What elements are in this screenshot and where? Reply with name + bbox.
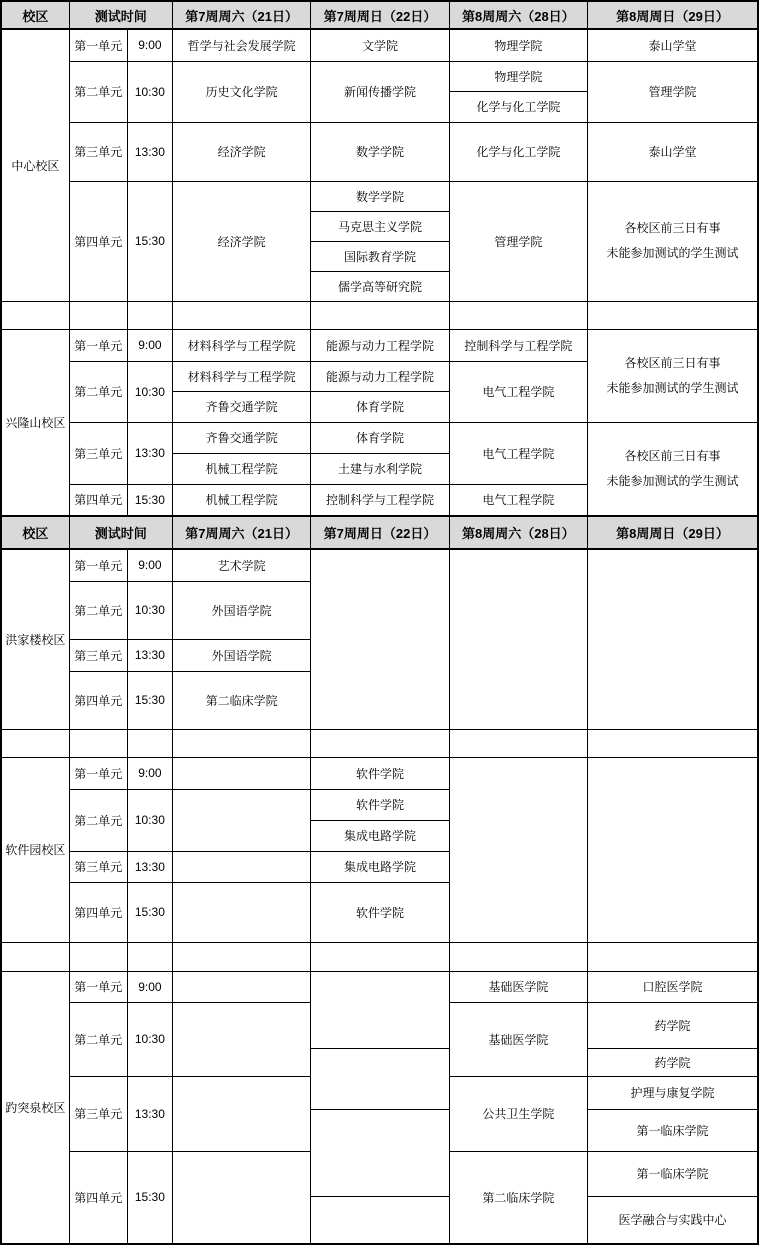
cell-c2-u3-d21b: 机械工程学院 xyxy=(172,453,310,484)
table-row xyxy=(1,757,758,789)
unit-label: 第四单元 xyxy=(69,484,127,516)
unit-label: 第二单元 xyxy=(69,61,127,122)
note-line: 未能参加测试的学生测试 xyxy=(606,380,739,395)
note-cell xyxy=(588,422,758,516)
empty-cell xyxy=(172,851,310,882)
spacer-cell xyxy=(69,942,127,971)
table-row xyxy=(1,29,758,61)
campus-name-c5: 趵突泉校区 xyxy=(1,971,69,1244)
note-line: 未能参加测试的学生测试 xyxy=(606,246,739,260)
empty-cell xyxy=(311,1048,449,1109)
note-line: 未能参加测试的学生测试 xyxy=(606,473,739,488)
cell-c1-u4-d22a: 数学学院 xyxy=(311,181,449,211)
cell-c2-u1-d28: 控制科学与工程学院 xyxy=(449,329,587,361)
cell-c5-u2-d28: 基础医学院 xyxy=(449,1002,587,1076)
header-row-2 xyxy=(1,516,758,549)
unit-label: 第三单元 xyxy=(69,851,127,882)
unit-label: 第一单元 xyxy=(69,971,127,1002)
header-day-29: 第8周周日（29日） xyxy=(588,1,758,29)
cell-c2-u4-d22: 控制科学与工程学院 xyxy=(311,484,449,516)
empty-cell xyxy=(172,1151,310,1244)
cell-c3-u3-d21: 外国语学院 xyxy=(172,639,310,671)
spacer-row xyxy=(1,942,758,971)
empty-cell xyxy=(311,549,449,729)
cell-c2-u2-d21b: 齐鲁交通学院 xyxy=(172,391,310,422)
spacer-cell xyxy=(588,301,758,329)
spacer-cell xyxy=(588,942,758,971)
spacer-cell xyxy=(311,942,449,971)
unit-label: 第二单元 xyxy=(69,789,127,851)
header-campus: 校区 xyxy=(1,516,69,549)
cell-c4-u3-d22: 集成电路学院 xyxy=(311,851,449,882)
table-row xyxy=(1,422,758,453)
spacer-row xyxy=(1,301,758,329)
spacer-cell xyxy=(127,301,172,329)
table-row xyxy=(1,971,758,1002)
cell-c2-u3-d22a: 体育学院 xyxy=(311,422,449,453)
note-cell xyxy=(588,329,758,422)
unit-label: 第三单元 xyxy=(69,1076,127,1151)
unit-label: 第四单元 xyxy=(69,1151,127,1244)
unit-label: 第二单元 xyxy=(69,1002,127,1076)
spacer-cell xyxy=(1,301,69,329)
cell-c2-u3-d21a: 齐鲁交通学院 xyxy=(172,422,310,453)
cell-c1-u1-d28: 物理学院 xyxy=(449,29,587,61)
unit-label: 第三单元 xyxy=(69,639,127,671)
cell-c2-u2-d21a: 材料科学与工程学院 xyxy=(172,361,310,391)
note-line: 各校区前三日有事 xyxy=(624,355,721,370)
note-cell xyxy=(588,181,758,301)
header-day-22: 第7周周日（22日） xyxy=(311,516,449,549)
time-label: 9:00 xyxy=(127,29,172,61)
unit-label: 第二单元 xyxy=(69,581,127,639)
cell-c1-u4-d22b: 马克思主义学院 xyxy=(311,211,449,241)
time-label: 15:30 xyxy=(127,882,172,942)
spacer-cell xyxy=(1,729,69,757)
cell-c5-u3-d29b: 第一临床学院 xyxy=(588,1109,758,1151)
time-label: 10:30 xyxy=(127,1002,172,1076)
time-label: 9:00 xyxy=(127,329,172,361)
time-label: 13:30 xyxy=(127,122,172,181)
table-row xyxy=(1,122,758,181)
note-line: 各校区前三日有事 xyxy=(624,448,721,463)
cell-c1-u4-d22d: 儒学高等研究院 xyxy=(311,271,449,301)
cell-c5-u4-d28: 第二临床学院 xyxy=(449,1151,587,1244)
cell-c1-u3-d21: 经济学院 xyxy=(172,122,310,181)
cell-c1-u2-d22: 新闻传播学院 xyxy=(311,61,449,122)
cell-c5-u2-d29b: 药学院 xyxy=(588,1048,758,1076)
unit-label: 第四单元 xyxy=(69,882,127,942)
table-row xyxy=(1,329,758,361)
time-label: 10:30 xyxy=(127,581,172,639)
unit-label: 第四单元 xyxy=(69,181,127,301)
cell-c4-u4-d22: 软件学院 xyxy=(311,882,449,942)
cell-c2-u2-d22a: 能源与动力工程学院 xyxy=(311,361,449,391)
time-label: 13:30 xyxy=(127,639,172,671)
empty-cell xyxy=(588,549,758,729)
header-campus: 校区 xyxy=(1,1,69,29)
cell-c1-u4-d22c: 国际教育学院 xyxy=(311,241,449,271)
table-row xyxy=(1,181,758,211)
spacer-cell xyxy=(449,729,587,757)
table-row xyxy=(1,61,758,91)
spacer-cell xyxy=(127,729,172,757)
empty-cell xyxy=(172,971,310,1002)
table-row xyxy=(1,549,758,581)
spacer-cell xyxy=(311,301,449,329)
cell-c4-u1-d22: 软件学院 xyxy=(311,757,449,789)
header-day-29: 第8周周日（29日） xyxy=(588,516,758,549)
time-label: 15:30 xyxy=(127,671,172,729)
cell-c1-u2-d28b: 化学与化工学院 xyxy=(449,91,587,122)
campus-name-c2: 兴隆山校区 xyxy=(1,329,69,516)
cell-c5-u3-d28: 公共卫生学院 xyxy=(449,1076,587,1151)
empty-cell xyxy=(311,971,449,1048)
empty-cell xyxy=(172,1076,310,1151)
cell-c4-u2-d22a: 软件学院 xyxy=(311,789,449,820)
empty-cell xyxy=(172,757,310,789)
cell-c1-u1-d21: 哲学与社会发展学院 xyxy=(172,29,310,61)
cell-c1-u1-d29: 泰山学堂 xyxy=(588,29,758,61)
time-label: 15:30 xyxy=(127,181,172,301)
cell-c5-u4-d29a: 第一临床学院 xyxy=(588,1151,758,1196)
cell-c1-u2-d29: 管理学院 xyxy=(588,61,758,122)
time-label: 10:30 xyxy=(127,361,172,422)
time-label: 15:30 xyxy=(127,484,172,516)
header-row-1 xyxy=(1,1,758,29)
unit-label: 第三单元 xyxy=(69,422,127,484)
cell-c1-u4-d28: 管理学院 xyxy=(449,181,587,301)
empty-cell xyxy=(172,1002,310,1076)
time-label: 10:30 xyxy=(127,789,172,851)
cell-c4-u2-d22b: 集成电路学院 xyxy=(311,820,449,851)
cell-c2-u2-d28: 电气工程学院 xyxy=(449,361,587,422)
time-label: 13:30 xyxy=(127,851,172,882)
cell-c2-u2-d22b: 体育学院 xyxy=(311,391,449,422)
unit-label: 第四单元 xyxy=(69,671,127,729)
time-label: 9:00 xyxy=(127,971,172,1002)
cell-c2-u4-d28: 电气工程学院 xyxy=(449,484,587,516)
header-day-22: 第7周周日（22日） xyxy=(311,1,449,29)
cell-c5-u4-d29b: 医学融合与实践中心 xyxy=(588,1196,758,1244)
spacer-cell xyxy=(1,942,69,971)
header-day-21: 第7周周六（21日） xyxy=(172,1,310,29)
header-day-28: 第8周周六（28日） xyxy=(449,1,587,29)
cell-c1-u1-d22: 文学院 xyxy=(311,29,449,61)
spacer-cell xyxy=(69,301,127,329)
spacer-cell xyxy=(172,301,310,329)
header-day-28: 第8周周六（28日） xyxy=(449,516,587,549)
unit-label: 第一单元 xyxy=(69,329,127,361)
empty-cell xyxy=(311,1196,449,1244)
spacer-cell xyxy=(127,942,172,971)
header-test-time: 测试时间 xyxy=(69,516,172,549)
cell-c2-u1-d21: 材料科学与工程学院 xyxy=(172,329,310,361)
empty-cell xyxy=(449,549,587,729)
cell-c3-u4-d21: 第二临床学院 xyxy=(172,671,310,729)
cell-c1-u3-d29: 泰山学堂 xyxy=(588,122,758,181)
unit-label: 第三单元 xyxy=(69,122,127,181)
time-label: 13:30 xyxy=(127,1076,172,1151)
time-label: 9:00 xyxy=(127,757,172,789)
spacer-cell xyxy=(588,729,758,757)
spacer-cell xyxy=(449,942,587,971)
header-day-21: 第7周周六（21日） xyxy=(172,516,310,549)
spacer-cell xyxy=(69,729,127,757)
unit-label: 第一单元 xyxy=(69,29,127,61)
cell-c1-u3-d28: 化学与化工学院 xyxy=(449,122,587,181)
empty-cell xyxy=(172,789,310,851)
cell-c3-u1-d21: 艺术学院 xyxy=(172,549,310,581)
spacer-cell xyxy=(311,729,449,757)
header-test-time: 测试时间 xyxy=(69,1,172,29)
unit-label: 第一单元 xyxy=(69,757,127,789)
cell-c2-u4-d21: 机械工程学院 xyxy=(172,484,310,516)
time-label: 13:30 xyxy=(127,422,172,484)
campus-name-c4: 软件园校区 xyxy=(1,757,69,942)
unit-label: 第二单元 xyxy=(69,361,127,422)
spacer-row xyxy=(1,729,758,757)
unit-label: 第一单元 xyxy=(69,549,127,581)
cell-c5-u2-d29a: 药学院 xyxy=(588,1002,758,1048)
cell-c3-u2-d21: 外国语学院 xyxy=(172,581,310,639)
time-label: 10:30 xyxy=(127,61,172,122)
empty-cell xyxy=(311,1109,449,1196)
cell-c2-u3-d28: 电气工程学院 xyxy=(449,422,587,484)
cell-c2-u1-d22: 能源与动力工程学院 xyxy=(311,329,449,361)
note-line: 各校区前三日有事 xyxy=(624,221,721,235)
spacer-cell xyxy=(449,301,587,329)
time-label: 15:30 xyxy=(127,1151,172,1244)
cell-c5-u1-d29: 口腔医学院 xyxy=(588,971,758,1002)
empty-cell xyxy=(172,882,310,942)
empty-cell xyxy=(588,757,758,942)
cell-c1-u2-d21: 历史文化学院 xyxy=(172,61,310,122)
cell-c2-u3-d22b: 土建与水利学院 xyxy=(311,453,449,484)
cell-c1-u3-d22: 数学学院 xyxy=(311,122,449,181)
cell-c5-u3-d29a: 护理与康复学院 xyxy=(588,1076,758,1109)
cell-c1-u4-d21: 经济学院 xyxy=(172,181,310,301)
spacer-cell xyxy=(172,729,310,757)
cell-c1-u2-d28a: 物理学院 xyxy=(449,61,587,91)
spacer-cell xyxy=(172,942,310,971)
cell-c5-u1-d28: 基础医学院 xyxy=(449,971,587,1002)
campus-name-c1: 中心校区 xyxy=(1,29,69,301)
time-label: 9:00 xyxy=(127,549,172,581)
empty-cell xyxy=(449,757,587,942)
campus-name-c3: 洪家楼校区 xyxy=(1,549,69,729)
